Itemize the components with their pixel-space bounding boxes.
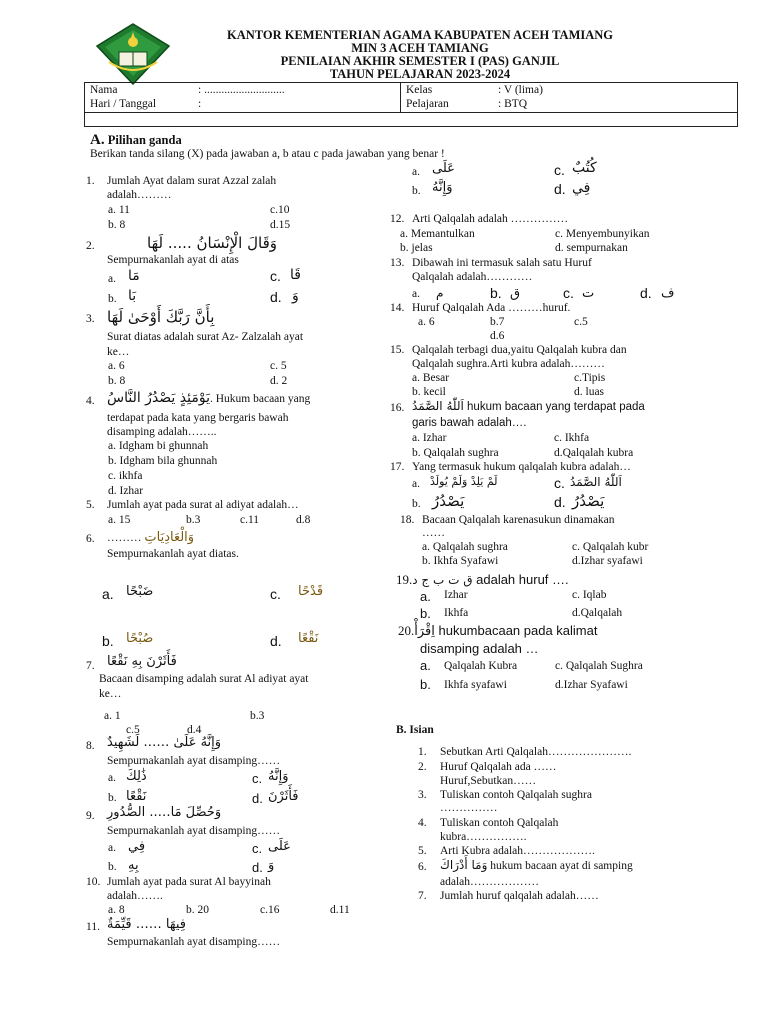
q18-text-2: …… — [422, 527, 445, 539]
hari-value[interactable]: : — [198, 98, 202, 110]
q4-option-a[interactable]: a. Idgham bi ghunnah — [108, 440, 209, 452]
q8-instruction: Sempurnakanlah ayat disamping…… — [107, 755, 281, 767]
q13-option-c[interactable]: ت — [582, 286, 595, 301]
hari-label: Hari / Tanggal — [90, 98, 157, 110]
isian-1-text: Sebutkan Arti Qalqalah…………………. — [440, 746, 632, 758]
q16-text: hukum bacaan yang terdapat pada — [463, 401, 645, 413]
q16-option-a[interactable]: a. Izhar — [412, 432, 447, 444]
header-line-1: KANTOR KEMENTERIAN AGAMA KABUPATEN ACEH TAMIANG — [226, 28, 614, 42]
q17-option-c-label[interactable]: c. — [554, 475, 565, 491]
isian-1-number: 1. — [418, 746, 427, 758]
q10-text-2: adalah……. — [107, 890, 163, 902]
q9-option-d-label[interactable]: d. — [252, 860, 263, 875]
q6-option-c[interactable]: قَدْحًا — [298, 584, 324, 599]
isian-6-line — [440, 858, 633, 872]
isian-7-number: 7. — [418, 890, 427, 902]
q19-arabic: ق ت ب ج د — [412, 573, 473, 587]
q12-number: 12. — [390, 213, 405, 225]
q11-arabic: فِيهَا …… قَيِّمَةٌ — [107, 917, 186, 932]
q9-option-c[interactable]: عَلَى — [268, 839, 291, 854]
q4-text-2: terdapat pada kata yang bergaris bawah — [107, 412, 289, 424]
q4-text-3: disamping adalah…….. — [107, 426, 217, 438]
q6-option-a[interactable]: ضَبْحًا — [126, 584, 154, 599]
q20-text-2: disamping adalah … — [420, 641, 539, 656]
q14-option-b[interactable]: b.7 — [490, 316, 505, 328]
q3-arabic: بِأَنَّ رَبَّكَ أَوْحَىٰ لَهَا — [107, 308, 215, 326]
q14-option-d[interactable]: d.6 — [490, 330, 505, 342]
q1-number: 1. — [86, 175, 95, 187]
q15-number: 15. — [390, 344, 405, 356]
q19-option-a-label[interactable]: a. — [420, 589, 431, 604]
q13-text-2: Qalqalah adalah………… — [412, 271, 533, 283]
q17-option-a-label[interactable]: a. — [412, 478, 420, 490]
isian-5-number: 5. — [418, 845, 427, 857]
isian-6-text-2: adalah……………… — [440, 876, 540, 888]
q9-option-a-label[interactable]: a. — [108, 842, 116, 854]
q10-option-a[interactable]: a. 8 — [108, 904, 125, 916]
q19-number: 19. — [396, 572, 413, 587]
q16-option-b[interactable]: b. Qalqalah sughra — [412, 447, 499, 459]
q16-arabic: اَللّٰهُ الصَّمَدُ — [412, 399, 464, 413]
q13-option-b[interactable]: ق — [510, 286, 521, 301]
q3-text-2: ke… — [107, 346, 130, 358]
isian-4-number: 4. — [418, 817, 427, 829]
q3-option-b[interactable]: b. 8 — [108, 375, 126, 387]
isian-5-text: Arti Kubra adalah………………. — [440, 845, 595, 857]
q2-arabic: وَقَالَ الْإِنْسَانُ ..... لَهَا — [147, 234, 277, 252]
q10-option-c[interactable]: c.16 — [260, 904, 280, 916]
q3-option-d[interactable]: d. 2 — [270, 375, 288, 387]
q19-option-a[interactable]: Izhar — [444, 589, 468, 601]
q9-arabic: وَحُصِّلَ مَا….. الصُّدُورِ — [107, 805, 222, 820]
kemenag-logo — [93, 22, 173, 86]
isian-3-number: 3. — [418, 789, 427, 801]
isian-2-text-2: Huruf,Sebutkan…… — [440, 775, 537, 787]
q17-option-b-label[interactable]: b. — [412, 498, 421, 510]
q2-option-d-label[interactable]: d. — [270, 289, 282, 305]
q17-number: 17. — [390, 461, 405, 473]
q2-option-b-label[interactable]: b. — [108, 293, 117, 305]
nama-value[interactable]: : ............................ — [198, 84, 285, 96]
q5-option-c[interactable]: c.11 — [240, 514, 260, 526]
q8-option-c-label[interactable]: c. — [252, 771, 263, 786]
q17-option-c[interactable]: اَللّٰهُ الصَّمَدُ — [570, 475, 622, 489]
q6-option-c-label[interactable]: c. — [270, 586, 281, 602]
q5-option-a[interactable]: a. 15 — [108, 514, 131, 526]
q11-option-b-label[interactable]: b. — [412, 185, 421, 197]
q6-line — [107, 530, 194, 545]
q18-option-d[interactable]: d.Izhar syafawi — [572, 555, 643, 567]
q8-option-a-label[interactable]: a. — [108, 772, 116, 784]
q8-option-d-label[interactable]: d. — [252, 791, 263, 806]
q9-instruction: Sempurnakanlah ayat disamping…… — [107, 825, 281, 837]
isian-2-number: 2. — [418, 761, 427, 773]
q20-option-c[interactable]: c. Qalqalah Sughra — [555, 660, 643, 672]
q13-option-a-label[interactable]: a. — [412, 288, 420, 300]
q14-option-c[interactable]: c.5 — [574, 316, 588, 328]
q10-number: 10. — [86, 876, 101, 888]
q2-option-d[interactable]: وَ — [292, 288, 299, 304]
q9-option-b[interactable]: بِهِ — [128, 858, 139, 873]
q19-option-b[interactable]: Ikhfa — [444, 607, 469, 619]
q17-option-d[interactable]: يَصْدُرُ — [572, 492, 605, 510]
header-line-3: PENILAIAN AKHIR SEMESTER I (PAS) GANJIL — [280, 54, 560, 68]
section-a-title — [90, 132, 182, 149]
q4-arabic: يَوْمَئِذٍ يَصْدُرُ النَّاسُ — [107, 390, 210, 406]
q10-option-b[interactable]: b. 20 — [186, 904, 209, 916]
q4-line — [107, 390, 310, 406]
q9-option-c-label[interactable]: c. — [252, 841, 263, 856]
isian-7-text: Jumlah huruf qalqalah adalah…… — [440, 890, 599, 902]
q9-option-b-label[interactable]: b. — [108, 861, 117, 873]
q20-option-a-label[interactable]: a. — [420, 658, 431, 673]
q16-text-2: garis bawah adalah…. — [412, 417, 527, 429]
q18-text: Bacaan Qalqalah karenasukun dinamakan — [422, 514, 615, 526]
kelas-label: Kelas — [406, 84, 433, 96]
q11-number: 11. — [86, 921, 100, 933]
isian-6-number: 6. — [418, 861, 427, 873]
info-border-left — [84, 82, 85, 126]
q16-option-c[interactable]: c. Ikhfa — [554, 432, 590, 444]
q6-number: 6. — [86, 533, 95, 545]
q2-option-b[interactable]: بَا — [128, 288, 137, 304]
q7-text: Bacaan disamping adalah surat Al adiyat ayat — [99, 673, 309, 685]
isian-3-text-2: …………… — [440, 802, 498, 814]
q4-option-d[interactable]: d. Izhar — [108, 485, 144, 497]
q3-text: Surat diatas adalah surat Az- Zalzalah ayat — [107, 331, 304, 343]
q12-option-c[interactable]: c. Menyembunyikan — [555, 228, 650, 240]
q20-option-b[interactable]: Ikhfa syafawi — [444, 679, 507, 691]
q15-option-c[interactable]: c.Tipis — [574, 372, 606, 384]
q16-line — [412, 399, 645, 413]
q6-option-b-label[interactable]: b. — [102, 633, 114, 649]
q6-option-a-label[interactable]: a. — [102, 586, 114, 602]
q12-text: Arti Qalqalah adalah …………… — [412, 213, 569, 225]
q18-option-b[interactable]: b. Ikhfa Syafawi — [422, 555, 499, 567]
q11-option-d[interactable]: فِي — [572, 180, 591, 196]
q5-text: Jumlah ayat pada surat al adiyat adalah… — [107, 499, 299, 511]
q1-text: Jumlah Ayat dalam surat Azzal zalah — [107, 175, 277, 187]
q4-number: 4. — [86, 395, 95, 407]
q13-option-b-label[interactable]: b. — [490, 285, 502, 301]
q20-option-d[interactable]: d.Izhar Syafawi — [555, 679, 628, 691]
q20-option-a[interactable]: Qalqalah Kubra — [444, 660, 518, 672]
q4-text: . Hukum bacaan yang — [209, 393, 311, 405]
q2-option-c[interactable]: قَا — [290, 267, 301, 283]
q6-option-d-label[interactable]: d. — [270, 633, 282, 649]
info-rule-bottom — [84, 112, 738, 113]
q13-text: Dibawah ini termasuk salah satu Huruf — [412, 257, 592, 269]
q7-number: 7. — [86, 660, 95, 672]
kelas-value: : V (lima) — [498, 84, 543, 96]
q8-option-d[interactable]: فَأَثَرْنَ — [268, 789, 299, 804]
section-a-instruction: Berikan tanda silang (X) pada jawaban a, b atau c pada jawaban yang benar ! — [90, 148, 445, 160]
q13-option-d-label[interactable]: d. — [640, 285, 652, 301]
isian-4-text-2: kubra……………. — [440, 831, 527, 843]
q1-option-d[interactable]: d.15 — [270, 219, 291, 231]
q7-option-c[interactable]: c.5 — [126, 724, 140, 736]
q19-option-d[interactable]: d.Qalqalah — [572, 607, 623, 619]
q8-option-c[interactable]: وَإِنَّهُ — [268, 769, 289, 784]
header-line-2: MIN 3 ACEH TAMIANG — [351, 41, 489, 55]
q1-text-2: adalah……… — [107, 189, 172, 201]
q10-option-d[interactable]: d.11 — [330, 904, 350, 916]
q11-option-a-label[interactable]: a. — [412, 166, 420, 178]
q17-option-b[interactable]: يَصْدُرُ — [432, 492, 465, 510]
q2-option-a-label[interactable]: a. — [108, 273, 116, 285]
info-rule-bottom-2 — [84, 126, 738, 127]
header-line-4: TAHUN PELAJARAN 2023-2024 — [329, 67, 511, 81]
q6-instruction: Sempurnakanlah ayat diatas. — [107, 548, 239, 560]
q13-number: 13. — [390, 257, 405, 269]
q7-text-2: ke… — [99, 688, 122, 700]
info-border-right — [737, 82, 738, 126]
q8-number: 8. — [86, 740, 95, 752]
q7-arabic: فَأَثَرْنَ بِهِ نَقْعًا — [107, 654, 177, 669]
q11-option-a[interactable]: عَلَى — [432, 161, 455, 176]
q17-text: Yang termasuk hukum qalqalah kubra adalah… — [412, 461, 631, 473]
q15-option-b[interactable]: b. kecil — [412, 386, 446, 398]
q11-instruction: Sempurnakanlah ayat disamping…… — [107, 936, 281, 948]
q19-line — [396, 572, 569, 588]
q2-option-a[interactable]: مَا — [128, 268, 140, 284]
q7-option-a[interactable]: a. 1 — [104, 710, 121, 722]
pelajaran-label: Pelajaran — [406, 98, 449, 110]
q17-option-a[interactable]: لَمْ يَلِدْ وَلَمْ يُولَدْ — [430, 475, 498, 488]
q11-option-c-label[interactable]: c. — [554, 162, 565, 178]
q4-option-b[interactable]: b. Idgham bila ghunnah — [108, 455, 218, 467]
q15-option-a[interactable]: a. Besar — [412, 372, 450, 384]
isian-6-text: hukum bacaan ayat di samping — [487, 860, 633, 872]
header-rule-top — [84, 82, 738, 83]
q5-option-d[interactable]: d.8 — [296, 514, 311, 526]
q3-option-c[interactable]: c. 5 — [270, 360, 287, 372]
q3-number: 3. — [86, 313, 95, 325]
info-divider — [400, 82, 401, 112]
q20-line — [398, 623, 597, 639]
q15-text: Qalqalah terbagi dua,yaitu Qalqalah kubra dan — [412, 344, 627, 356]
q8-option-b-label[interactable]: b. — [108, 792, 117, 804]
q15-option-d[interactable]: d. luas — [574, 386, 605, 398]
q18-number: 18. — [400, 514, 415, 526]
section-a-letter: A. — [90, 132, 105, 148]
q19-option-b-label[interactable]: b. — [420, 606, 431, 621]
q10-text: Jumlah ayat pada surat Al bayyinah — [107, 876, 271, 888]
isian-3-text: Tuliskan contoh Qalqalah sughra — [440, 789, 592, 801]
q2-number: 2. — [86, 240, 95, 252]
section-b-title: B. Isian — [396, 724, 434, 736]
pelajaran-value: : BTQ — [498, 98, 528, 110]
q20-arabic: اِقْرَأْ — [414, 624, 435, 639]
q13-option-a[interactable]: م — [436, 286, 444, 300]
q13-option-c-label[interactable]: c. — [563, 285, 574, 301]
q2-instruction: Sempurnakanlah ayat di atas — [107, 254, 239, 266]
q11-option-d-label[interactable]: d. — [554, 181, 566, 197]
nama-label: Nama — [90, 84, 118, 96]
q6-blank: ……… — [107, 532, 145, 544]
isian-6-arabic: وَمَا أَدْرَاكَ — [440, 858, 488, 872]
q3-option-a[interactable]: a. 6 — [108, 360, 125, 372]
q12-option-a[interactable]: a. Memantulkan — [400, 228, 475, 240]
q1-option-c[interactable]: c.10 — [270, 204, 290, 216]
q12-option-d[interactable]: d. sempurnakan — [555, 242, 628, 254]
q8-arabic: وَإِنَّهُ عَلَىٰ …… لَشَهِيدٌ — [107, 735, 222, 750]
q7-option-b[interactable]: b.3 — [250, 710, 265, 722]
q8-option-a[interactable]: ذَٰلِكَ — [126, 769, 147, 784]
q5-option-b[interactable]: b.3 — [186, 514, 201, 526]
q14-option-a[interactable]: a. 6 — [418, 316, 435, 328]
q11-option-b[interactable]: وَإِنَّهُ — [432, 180, 453, 195]
isian-2-text: Huruf Qalqalah ada …… — [440, 761, 557, 773]
q16-number: 16. — [390, 402, 405, 414]
q19-option-c[interactable]: c. Iqlab — [572, 589, 607, 601]
q18-option-c[interactable]: c. Qalqalah kubr — [572, 541, 649, 553]
q9-number: 9. — [86, 810, 95, 822]
q1-option-b[interactable]: b. 8 — [108, 219, 126, 231]
q16-option-d[interactable]: d.Qalqalah kubra — [554, 447, 634, 459]
q6-option-b[interactable]: صُبْحًا — [126, 631, 154, 646]
q5-number: 5. — [86, 499, 95, 511]
q17-option-d-label[interactable]: d. — [554, 494, 566, 510]
section-a-label: Pilihan ganda — [107, 133, 182, 147]
q7-option-d[interactable]: d.4 — [187, 724, 202, 736]
q2-option-c-label[interactable]: c. — [270, 268, 281, 284]
q13-option-d[interactable]: ف — [661, 286, 675, 301]
q20-text: hukumbacaan pada kalimat — [434, 623, 598, 638]
q19-text: adalah huruf …. — [472, 572, 569, 587]
q14-text: Huruf Qalqalah Ada ………huruf. — [412, 302, 571, 314]
q1-option-a[interactable]: a. 11 — [108, 204, 130, 216]
q9-option-a[interactable]: فِي — [128, 839, 146, 854]
q6-arabic: وَالْعَادِيَاتِ — [144, 530, 195, 545]
q9-option-d[interactable]: وَ — [268, 858, 275, 873]
q6-option-d[interactable]: نَقْعًا — [298, 631, 319, 646]
q15-text-2: Qalqalah sughra.Arti kubra adalah……… — [412, 358, 605, 370]
q14-number: 14. — [390, 302, 405, 314]
isian-4-text: Tuliskan contoh Qalqalah — [440, 817, 559, 829]
q4-option-c[interactable]: c. ikhfa — [108, 470, 143, 482]
q8-option-b[interactable]: نَقْعًا — [126, 789, 147, 804]
q12-option-b[interactable]: b. jelas — [400, 242, 433, 254]
q11-option-c[interactable]: كُتُبٌ — [572, 160, 597, 176]
q20-option-b-label[interactable]: b. — [420, 677, 431, 692]
q18-option-a[interactable]: a. Qalqalah sughra — [422, 541, 508, 553]
q20-number: 20. — [398, 623, 415, 638]
